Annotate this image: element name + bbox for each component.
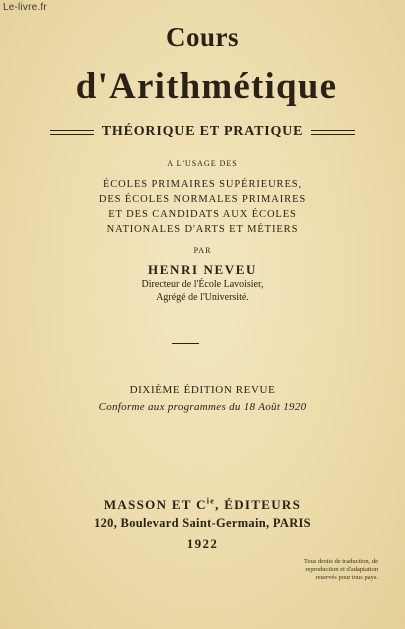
school-line: ÉCOLES PRIMAIRES SUPÉRIEURES, [102, 179, 303, 190]
left-double-rule [50, 130, 94, 135]
title-line-1: Cours [165, 22, 239, 52]
section-divider [172, 343, 199, 344]
publisher-address: 120, Boulevard Saint-Germain, PARIS [94, 516, 311, 530]
rights-notice-line: reservés pour tous pays. [315, 574, 378, 581]
publisher-name-superscript: ie [206, 496, 216, 506]
publisher-name-prefix: MASSON ET C [103, 497, 207, 512]
rights-notice-line: reproduction et d'adaptation [305, 566, 378, 573]
watermark: Le-livre.fr [3, 2, 47, 13]
subtitle-row [0, 124, 405, 140]
author-name: HENRI NEVEU [148, 262, 257, 277]
title-line-2: d'Arithmétique [75, 66, 338, 107]
publication-year: 1922 [186, 536, 219, 551]
conforme-note: Conforme aux programmes du 18 Août 1920 [98, 401, 307, 413]
right-double-rule [311, 130, 355, 135]
author-credential: Agrégé de l'Université. [156, 292, 249, 303]
school-line: NATIONALES D'ARTS ET MÉTIERS [106, 224, 299, 235]
par-label: PAR [193, 246, 212, 255]
school-line: ET DES CANDIDATS AUX ÉCOLES [108, 209, 297, 220]
publisher-name-suffix: , ÉDITEURS [215, 497, 302, 512]
author-credential: Directeur de l'École Lavoisier, [141, 279, 264, 290]
school-line: DES ÉCOLES NORMALES PRIMAIRES [98, 194, 307, 205]
rights-notice [268, 558, 378, 582]
subtitle: THÉORIQUE ET PRATIQUE [101, 124, 304, 139]
usage-label: A L'USAGE DES [167, 159, 238, 168]
edition-label: DIXIÈME ÉDITION REVUE [129, 384, 276, 396]
rights-notice-line: Tous droits de traduction, de [303, 558, 378, 565]
publisher-name [0, 497, 405, 513]
